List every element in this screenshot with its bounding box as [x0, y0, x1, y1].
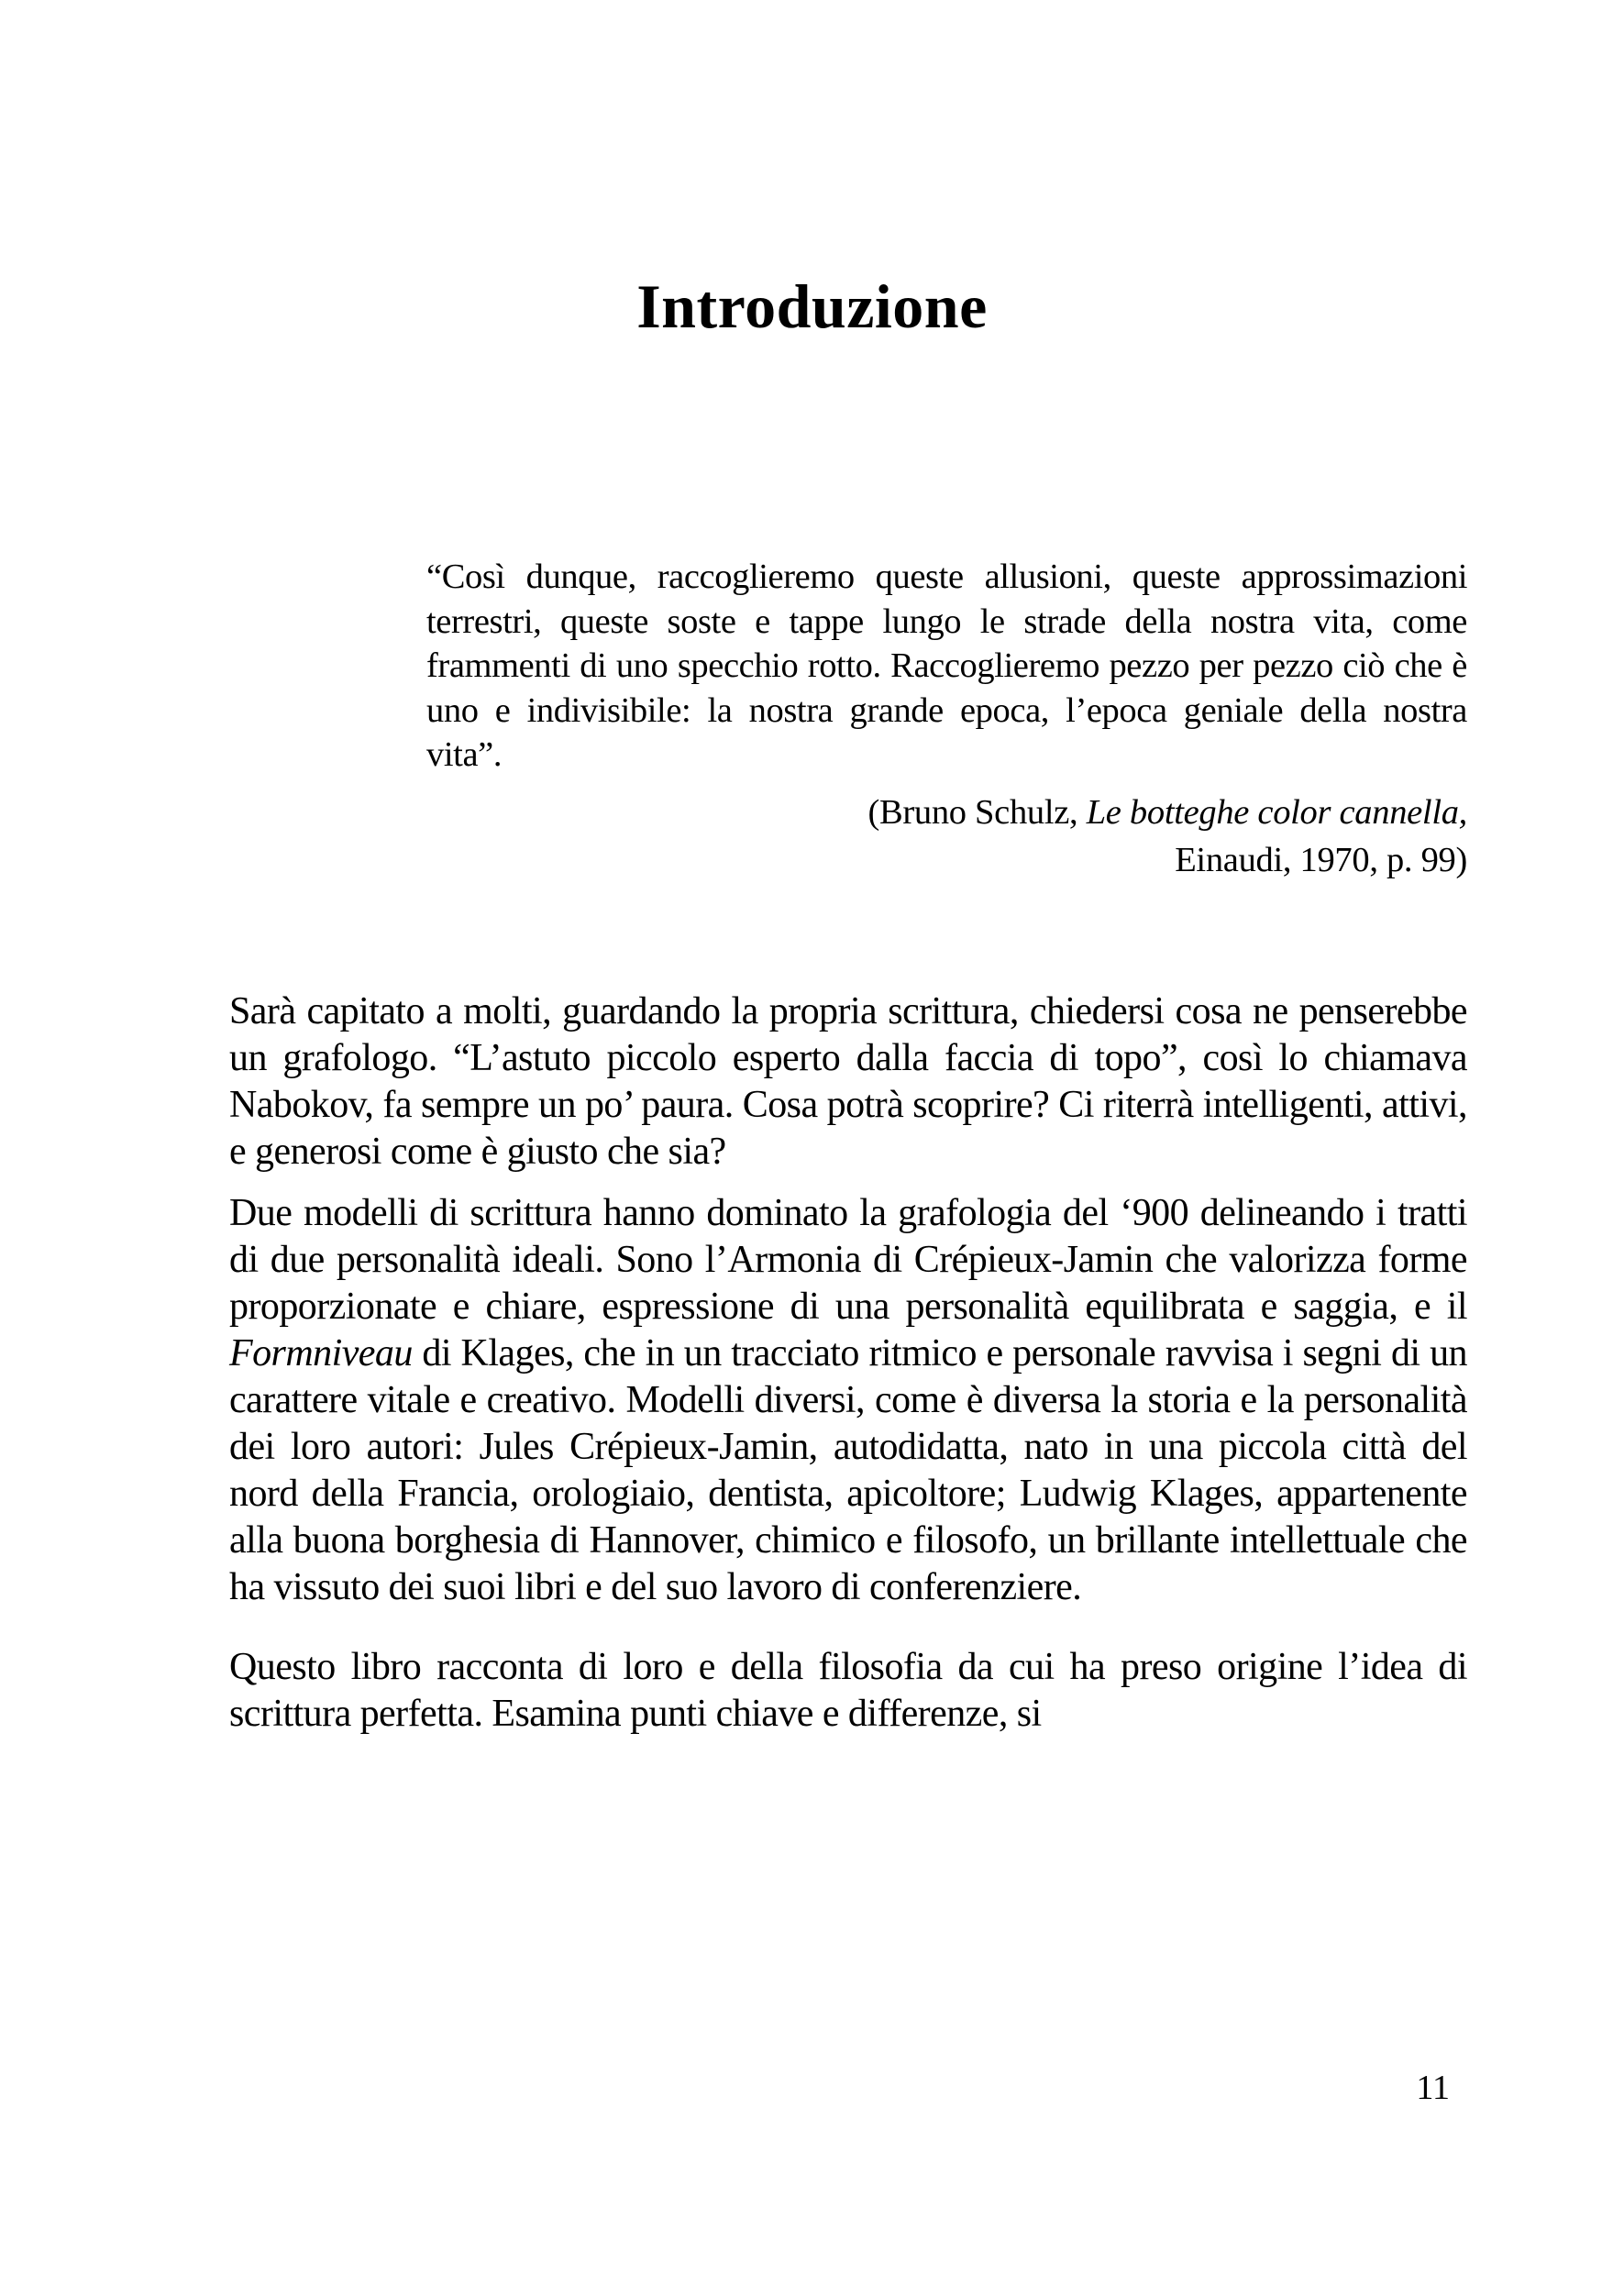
paragraph-3: Questo libro racconta di loro e della filosofia da cui ha preso origine l’idea di scrittura perfetta. Esamina punti chiave e differenze, si [229, 1646, 1467, 1735]
epigraph-quote: “Così dunque, raccoglieremo queste allusioni, queste approssimazioni terrestri, queste soste e tappe lungo le strade della nostra vita, come frammenti di uno specchio rotto. Raccoglieremo pezzo per pezzo ciò che è uno e indivisibile: la nostra grande epoca, l’epoca geniale della nostra vita”. [426, 557, 1467, 774]
citation-publisher: Einaudi, 1970, p. 99) [1175, 840, 1467, 879]
paragraph-2-part-1: Due modelli di scrittura hanno dominato la grafologia del ‘900 delineando i tratti di due personalità ideali. Sono l’Armonia di Crépieux-Jamin che valorizza forme proporzionate e chiare, espressione di una personalità equilibrata e saggia, e il [229, 1192, 1467, 1328]
epigraph [426, 555, 1467, 884]
paragraph-1: Sarà capitato a molti, guardando la propria scrittura, chiedersi cosa ne penserebbe un grafologo. “L’astuto piccolo esperto dalla faccia di topo”, così lo chiamava Nabokov, fa sempre un po’ paura. Cosa potrà scoprire? Ci riterrà intelligenti, attivi, e generosi come è giusto che sia? [229, 990, 1467, 1173]
body-text [229, 988, 1467, 1738]
paragraph-2 [229, 1190, 1467, 1611]
citation-author: (Bruno Schulz, [867, 792, 1087, 832]
formniveau-term: Formniveau [229, 1332, 413, 1374]
paragraph-2-part-2: di Klages, che in un tracciato ritmico e personale ravvisa i segni di un carattere vitale e creativo. Modelli diversi, come è diversa la storia e la personalità dei loro autori: Jules Crépieux-Jamin, autodidatta, nato in una piccola città del nord della Francia, orologiaio, dentista, apicoltore; Ludwig Klages, appartenente alla buona borghesia di Hannover, chimico e filosofo, un brillante intellettuale che ha vissuto dei suoi libri e del suo lavoro di conferenziere. [229, 1332, 1467, 1608]
citation-work-title: Le botteghe color cannella, [1086, 792, 1467, 832]
page-number: 11 [1416, 2069, 1450, 2107]
page-title: Introduzione [636, 271, 988, 341]
epigraph-citation [426, 789, 1467, 884]
